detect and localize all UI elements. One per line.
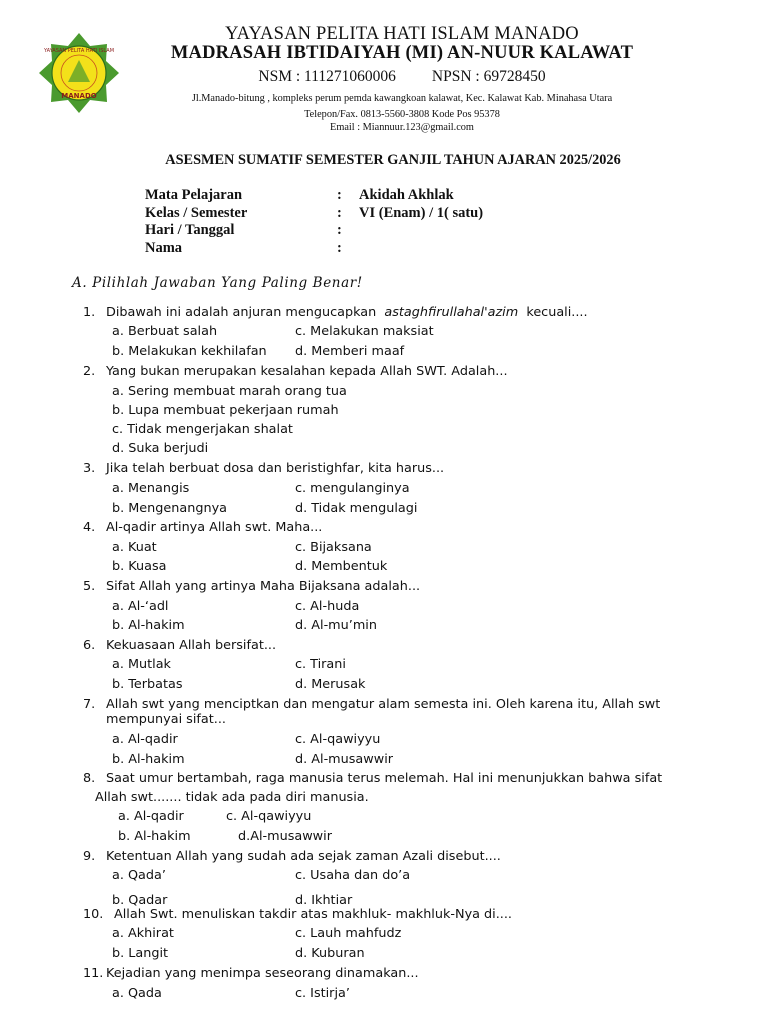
- option-b: b. Al-hakim: [112, 752, 185, 767]
- npsn: NPSN : 69728450: [431, 68, 546, 85]
- option-c: c. Al-qawiyyu: [226, 809, 312, 824]
- info-colon: :: [337, 240, 342, 256]
- school-name: MADRASAH IBTIDAIYAH (MI) AN-NUUR KALAWAT: [170, 43, 634, 63]
- option-c: c. Bijaksana: [295, 540, 372, 555]
- question-number: 5.: [83, 579, 96, 594]
- option-d: d. Ikhtiar: [295, 893, 353, 908]
- option-a: a. Menangis: [112, 481, 190, 496]
- logo-bottom-text: MANADO: [61, 92, 97, 100]
- option-d: d. Merusak: [295, 677, 366, 692]
- info-value-subject: Akidah Akhlak: [359, 187, 454, 203]
- option-c: c. Melakukan maksiat: [295, 324, 434, 339]
- question-1-text: [106, 305, 588, 320]
- option-d: d. Suka berjudi: [112, 441, 209, 456]
- question-6-text: Kekuasaan Allah bersifat...: [106, 638, 277, 653]
- question-number: 10.: [83, 907, 104, 922]
- question-number: 2.: [83, 364, 96, 379]
- nsm: NSM : 111271060006: [258, 68, 396, 85]
- option-a: a. Sering membuat marah orang tua: [112, 384, 347, 399]
- question-7-text-line1: Allah swt yang menciptkan dan mengatur alam semesta ini. Oleh karena itu, Allah swt: [106, 697, 661, 712]
- option-c: c. Lauh mahfudz: [295, 926, 402, 941]
- option-b: b. Terbatas: [112, 677, 183, 692]
- question-11-text: Kejadian yang menimpa seseorang dinamakan...: [106, 966, 419, 981]
- info-colon: :: [337, 222, 342, 238]
- option-a: a. Al-qadir: [118, 809, 184, 824]
- option-d: d. Membentuk: [295, 559, 388, 574]
- question-1-italic: astaghfirullahal'azim: [384, 305, 519, 320]
- option-c: c. mengulanginya: [295, 481, 410, 496]
- option-a: a. Qada: [112, 986, 162, 1001]
- option-a: a. Qada’: [112, 868, 166, 883]
- logo-top-text: YAYASAN PELITA HATI ISLAM: [43, 48, 115, 54]
- question-9-text: Ketentuan Allah yang sudah ada sejak zaman Azali disebut....: [106, 849, 501, 864]
- question-4-text: Al-qadir artinya Allah swt. Maha...: [106, 520, 323, 535]
- question-number: 8.: [83, 771, 96, 786]
- info-label-class: Kelas / Semester: [145, 205, 248, 221]
- option-a: a. Mutlak: [112, 657, 171, 672]
- option-c: c. Al-huda: [295, 599, 360, 614]
- option-c: c. Tidak mengerjakan shalat: [112, 422, 293, 437]
- option-c: c. Tirani: [295, 657, 346, 672]
- question-number: 1.: [83, 305, 96, 320]
- question-number: 7.: [83, 697, 96, 712]
- info-value-class: VI (Enam) / 1( satu): [359, 205, 484, 221]
- option-b: b. Kuasa: [112, 559, 167, 574]
- question-10-text: Allah Swt. menuliskan takdir atas makhluk- makhluk-Nya di....: [114, 907, 513, 922]
- option-a: a. Kuat: [112, 540, 157, 555]
- info-colon: :: [337, 187, 342, 203]
- school-ids: [0, 68, 768, 86]
- option-b: b. Al-hakim: [118, 829, 191, 844]
- question-1-pre: Dibawah ini adalah anjuran mengucapkan: [106, 305, 377, 320]
- option-a: a. Berbuat salah: [112, 324, 218, 339]
- info-label-date: Hari / Tanggal: [145, 222, 235, 238]
- option-d: d. Al-musawwir: [295, 752, 394, 767]
- option-b: b. Mengenangnya: [112, 501, 227, 516]
- option-b: b. Al-hakim: [112, 618, 185, 633]
- question-number: 6.: [83, 638, 96, 653]
- section-a-heading: A. Pilihlah Jawaban Yang Paling Benar!: [72, 275, 363, 291]
- option-b: b. Langit: [112, 946, 169, 961]
- option-c: c. Istirja’: [295, 986, 350, 1001]
- option-b: b. Lupa membuat pekerjaan rumah: [112, 403, 339, 418]
- foundation-name: YAYASAN PELITA HATI ISLAM MANADO: [225, 24, 579, 44]
- question-number: 9.: [83, 849, 96, 864]
- option-d: d. Kuburan: [295, 946, 365, 961]
- question-number: 3.: [83, 461, 96, 476]
- question-number: 11.: [83, 966, 104, 981]
- option-b: b. Melakukan kekhilafan: [112, 344, 267, 359]
- option-d: d. Al-mu’min: [295, 618, 377, 633]
- question-7-text-line2: mempunyai sifat...: [106, 712, 226, 727]
- option-a: a. Akhirat: [112, 926, 174, 941]
- school-address: Jl.Manado-bitung , kompleks perum pemda kawangkoan kalawat, Kec. Kalawat Kab. Minahasa Utara: [191, 93, 613, 104]
- question-8-text-line1: Saat umur bertambah, raga manusia terus melemah. Hal ini menunjukkan bahwa sifat: [106, 771, 663, 786]
- school-email: Email : Miannuur.123@gmail.com: [330, 122, 474, 133]
- option-d: d. Memberi maaf: [295, 344, 405, 359]
- school-phone: Telepon/Fax. 0813-5560-3808 Kode Pos 95378: [304, 109, 500, 120]
- option-b: b. Qadar: [112, 893, 168, 908]
- question-1-post: kecuali....: [526, 305, 588, 320]
- question-5-text: Sifat Allah yang artinya Maha Bijaksana adalah...: [106, 579, 421, 594]
- question-number: 4.: [83, 520, 96, 535]
- option-a: a. Al-qadir: [112, 732, 178, 747]
- question-8-text-line2: Allah swt....... tidak ada pada diri manusia.: [95, 790, 369, 805]
- info-colon: :: [337, 205, 342, 221]
- option-d: d.Al-musawwir: [238, 829, 332, 844]
- question-3-text: Jika telah berbuat dosa dan beristighfar, kita harus...: [106, 461, 445, 476]
- exam-title: ASESMEN SUMATIF SEMESTER GANJIL TAHUN AJARAN 2025/2026: [165, 152, 621, 168]
- option-d: d. Tidak mengulagi: [295, 501, 418, 516]
- option-c: c. Usaha dan do’a: [295, 868, 411, 883]
- info-label-name: Nama: [145, 240, 183, 256]
- info-label-subject: Mata Pelajaran: [145, 187, 243, 203]
- question-2-text: Yang bukan merupakan kesalahan kepada Allah SWT. Adalah...: [106, 364, 508, 379]
- option-c: c. Al-qawiyyu: [295, 732, 381, 747]
- option-a: a. Al-‘adl: [112, 599, 169, 614]
